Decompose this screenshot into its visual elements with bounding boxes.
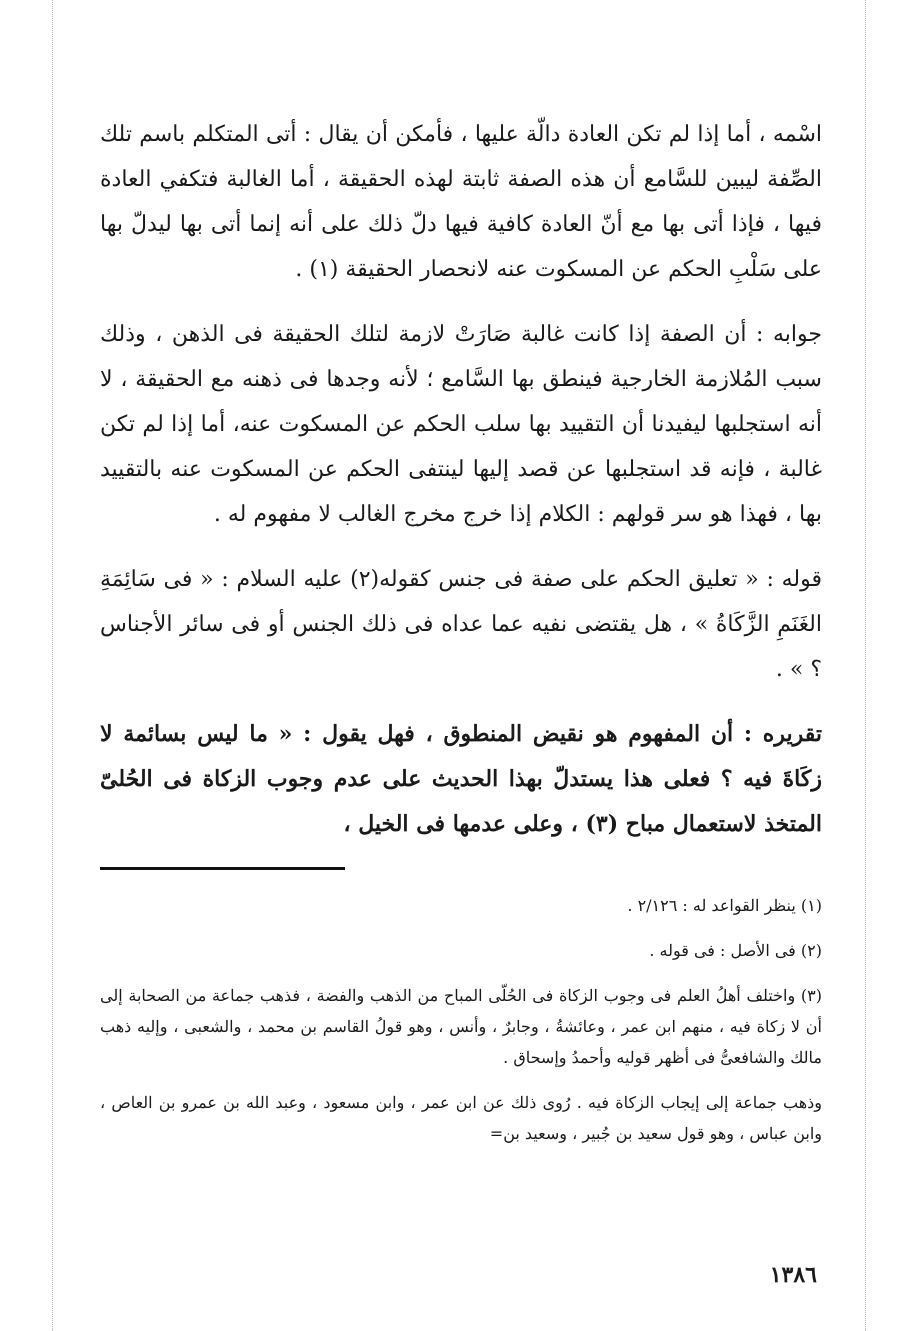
main-paragraph: قوله : « تعليق الحكم على صفة فى جنس كقوله(٢) عليه السلام : « فى سَائِمَةِ الغَنَمِ الزَّكَاةُ » ، هل يقتضى نفيه عما عداه فى ذلك الجنس أو فى سائر الأجناس ؟ » . — [100, 567, 823, 682]
footnote: (٢) فى الأصل : فى قوله . — [649, 941, 822, 960]
page-number: ١٣٨٦ — [769, 1262, 817, 1288]
footnote: (١) ينظر القواعد له : ٢/١٢٦ . — [627, 896, 822, 915]
page-body — [100, 112, 822, 1163]
scan-edge-left — [52, 0, 53, 1331]
footnote: (٣) واختلف أهلُ العلم فى وجوب الزكاة فى الحُلّى المباح من الذهب والفضة ، فذهب جماعة من الصحابة إلى أن لا زكاة فيه ، منهم ابن عمر ، وعائشةُ ، وجابرٌ ، وأنس ، وهو قولُ القاسم بن محمد ، والشعبى ، وإليه ذهب مالك والشافعىُّ فى أظهر قوليه وأحمدُ وإسحاق . — [100, 986, 822, 1067]
scan-edge-right — [865, 0, 866, 1331]
footnote-rule — [100, 867, 345, 870]
main-paragraph: جوابه : أن الصفة إذا كانت غالبة صَارَتْ لازمة لتلك الحقيقة فى الذهن ، وذلك سبب المُلازمة الخارجية فينطق بها السَّامع ؛ لأنه وجدها فى ذهنه مع الحقيقة ، لا أنه استجلبها ليفيدنا أن التقييد بها سلب الحكم عن المسكوت عنه، أما إذا لم تكن غالبة ، فإنه قد استجلبها عن قصد إليها لينتفى الحكم عن المسكوت عنه بالتقييد بها ، فهذا هو سر قولهم : الكلام إذا خرج مخرج الغالب لا مفهوم له . — [100, 322, 822, 527]
footnote: وذهب جماعة إلى إيجاب الزكاة فيه . رُوى ذلك عن ابن عمر ، وابن مسعود ، وعبد الله بن عمرو بن العاص ، وابن عباس ، وهو قول سعيد بن جُبير ، وسعيد بن= — [100, 1093, 822, 1143]
main-paragraph: اسْمه ، أما إذا لم تكن العادة دالّة عليها ، فأمكن أن يقال : أتى المتكلم باسم تلك الصِّفة ليبين للسَّامع أن هذه الصفة ثابتة لهذه الحقيقة ، أما الغالبة فتكفي العادة فيها ، فإذا أتى بها مع أنّ العادة كافية فيها دلّ ذلك على أنه إنما أتى بها ليدلّ بها على سَلْبِ الحكم عن المسكوت عنه لانحصار الحقيقة (١) . — [100, 122, 822, 282]
main-paragraph: تقريره : أن المفهوم هو نقيض المنطوق ، فهل يقول : « ما ليس بسائمة لا زكَاةَ فيه ؟ فعلى هذا يستدلّ بهذا الحديث على عدم وجوب الزكاة فى الحُلىّ المتخذ لاستعمال مباح (٣) ، وعلى عدمها فى الخيل ، — [100, 721, 822, 837]
footnote-separator — [100, 867, 822, 870]
